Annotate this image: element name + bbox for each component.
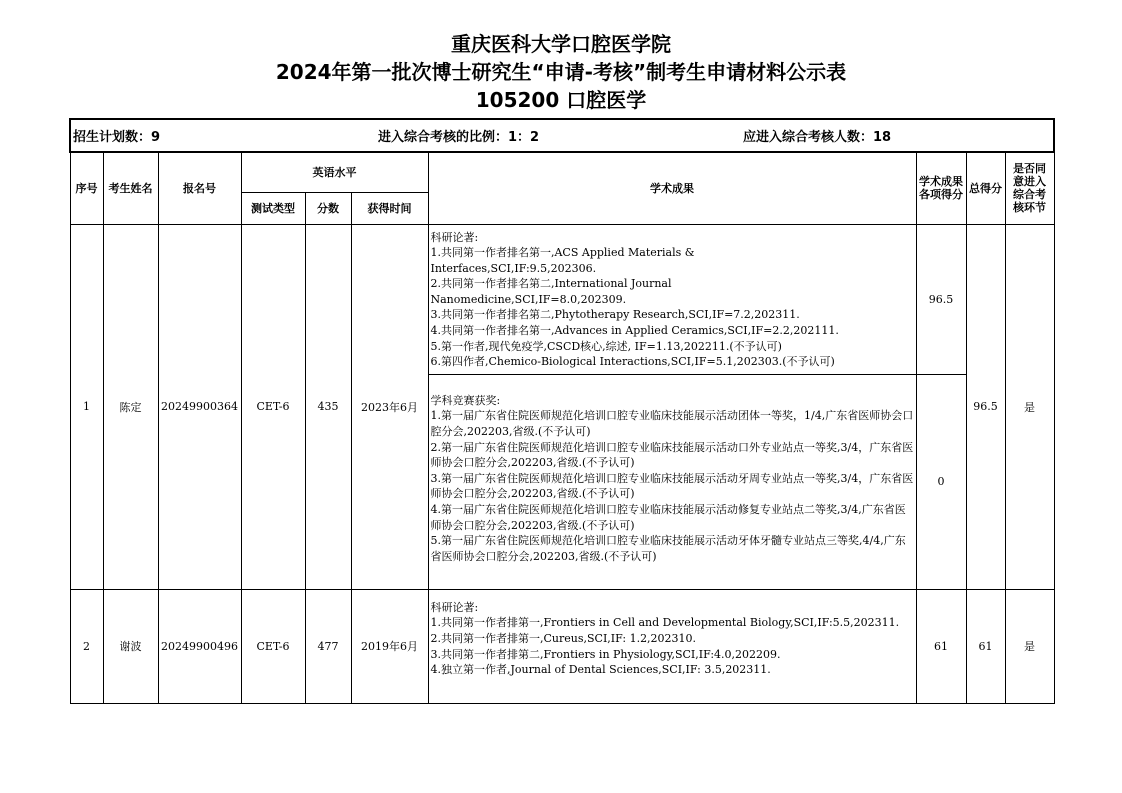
row-achievements: 科研论著: 1.共同第一作者排第一,Frontiers in Cell and Developmental Biology,SCI,IF:5.5,202311. 2.共同第一作者排第一,Cureus,SCI,IF: 1.2,202310. 3.共同第一作者排第二,Frontiers in Physiology,SCI,IF:4.0,202209. 4.独立第一作者,Journal of Dental Sciences,SCI,IF: 3.5,202311. <box>428 589 916 703</box>
row-reg: 20249900364 <box>158 224 241 589</box>
header-row-1 <box>70 152 1054 192</box>
row-achievements: 学科竞赛获奖: 1.第一届广东省住院医师规范化培训口腔专业临床技能展示活动团体一等奖，1/4,广东省医师协会口腔分会,202203,省级.(不予认可) 2.第一届广东省住院医师规范化培训口腔专业临床技能展示活动口外专业站点一等奖,3/4，广东省医师协会口腔分会,202203,省级.(不予认可) 3.第一届广东省住院医师规范化培训口腔专业临床技能展示活动牙周专业站点一等奖,3/4，广东省医师协会口腔分会,202203,省级.(不予认可) 4.第一届广东省住院医师规范化培训口腔专业临床技能展示活动修复专业站点二等奖,3/4,广东省医师协会口腔分会,202203,省级.(不予认可) 5.第一届广东省住院医师规范化培训口腔专业临床技能展示活动牙体牙髓专业站点三等奖,4/4,广东省医师协会口腔分会,202203,省级.(不予认可) <box>428 374 916 589</box>
row-agree: 是 <box>1005 589 1054 703</box>
entry-ratio: 进入综合考核的比例：1：2 <box>378 130 540 145</box>
table-row <box>70 224 1054 374</box>
table-title: 2024年第一批次博士研究生“申请-考核”制考生申请材料公示表 <box>275 60 847 84</box>
should-enter-count: 应进入综合考核人数：18 <box>743 130 892 145</box>
publication-table <box>69 118 1055 704</box>
row-total: 96.5 <box>966 224 1005 589</box>
header-reg: 报名号 <box>158 152 241 224</box>
header-item-score: 学术成果各项得分 <box>916 152 966 224</box>
row-agree: 是 <box>1005 224 1054 589</box>
header-agree: 是否同意进入综合考核环节 <box>1005 152 1054 224</box>
row-achievements: 科研论著: 1.共同第一作者排名第一,ACS Applied Materials & Interfaces,SCI,IF:9.5,202306. 2.共同第一作者排名第二,International Journal Nanomedicine,SCI,IF=8.0,202309. 3.共同第一作者排名第二,Phytotherapy Research,SCI,IF=7.2,202311. 4.共同第一作者排名第一,Advances in Applied Ceramics,SCI,IF=2.2,202111. 5.第一作者,现代免疫学,CSCD核心,综述, IF=1.13,202211.(不予认可) 6.第四作者,Chemico-Biological Interactions,SCI,IF=5.1,202303.(不予认可) <box>428 224 916 374</box>
row-item-score: 0 <box>916 374 966 589</box>
quota-row <box>70 119 1054 152</box>
row-name: 陈定 <box>103 224 158 589</box>
row-time: 2023年6月 <box>351 224 428 589</box>
row-name: 谢波 <box>103 589 158 703</box>
institution-title: 重庆医科大学口腔医学院 <box>451 32 671 56</box>
header-total: 总得分 <box>966 152 1005 224</box>
header-english: 英语水平 <box>241 152 428 192</box>
table-row <box>70 589 1054 703</box>
header-score: 分数 <box>305 192 351 224</box>
header-time: 获得时间 <box>351 192 428 224</box>
row-total: 61 <box>966 589 1005 703</box>
row-time: 2019年6月 <box>351 589 428 703</box>
row-score: 435 <box>305 224 351 589</box>
page-header <box>0 30 1122 114</box>
header-name: 考生姓名 <box>103 152 158 224</box>
header-achievements: 学术成果 <box>428 152 916 224</box>
row-no: 2 <box>70 589 103 703</box>
header-no: 序号 <box>70 152 103 224</box>
row-reg: 20249900496 <box>158 589 241 703</box>
plan-count: 招生计划数：9 <box>73 130 161 145</box>
row-test-type: CET-6 <box>241 224 305 589</box>
header-test-type: 测试类型 <box>241 192 305 224</box>
row-no: 1 <box>70 224 103 589</box>
row-test-type: CET-6 <box>241 589 305 703</box>
row-item-score: 61 <box>916 589 966 703</box>
row-item-score: 96.5 <box>916 224 966 374</box>
row-score: 477 <box>305 589 351 703</box>
major-title: 105200 口腔医学 <box>475 88 647 112</box>
